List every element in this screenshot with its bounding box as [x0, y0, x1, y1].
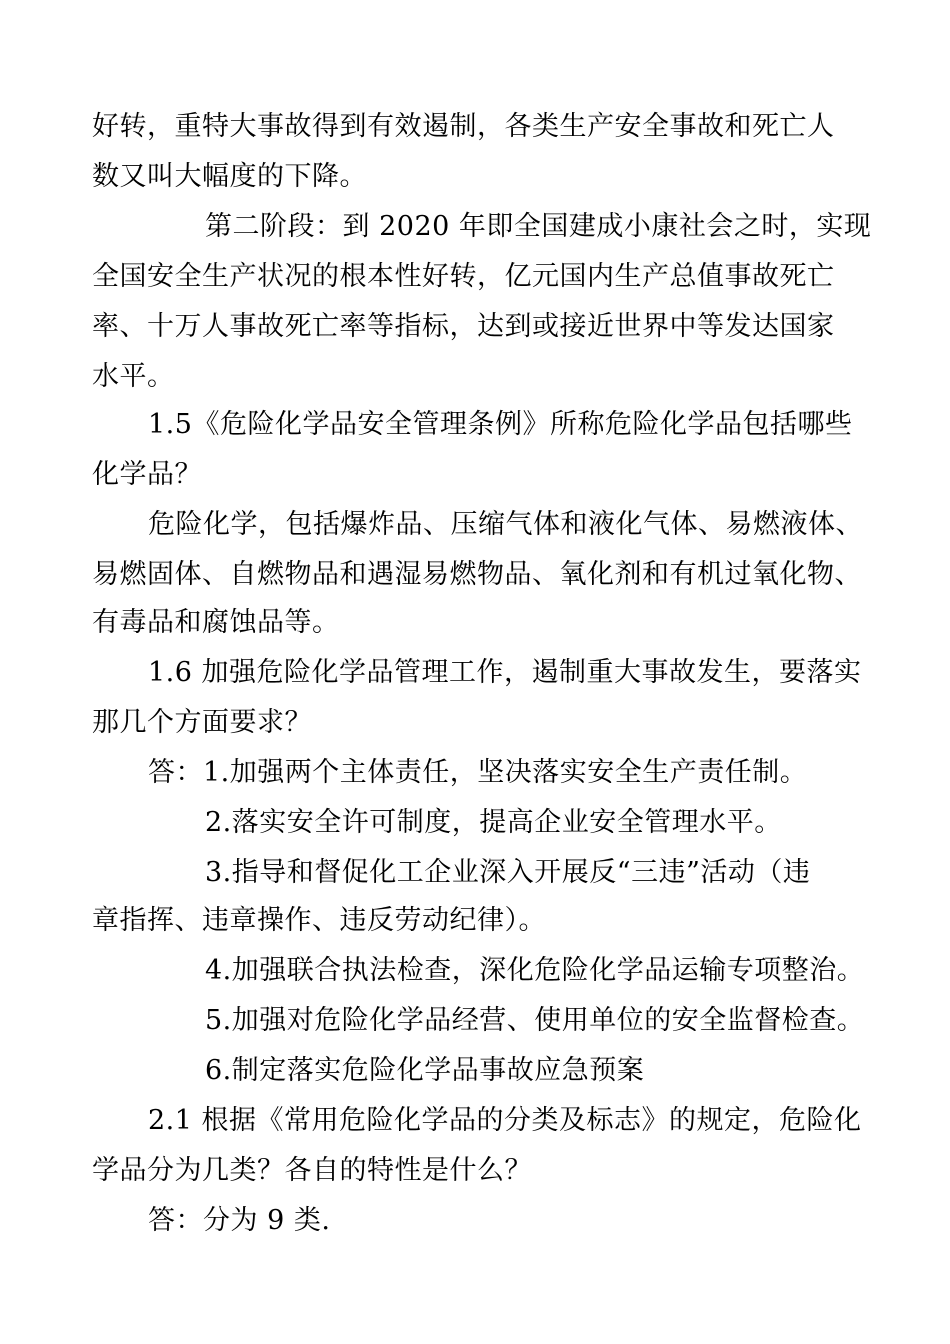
text-line: 有毒品和腐蚀品等。 — [92, 607, 340, 638]
text-line: 1.5《危险化学品安全管理条例》所称危险化学品包括哪些 — [148, 409, 853, 440]
text-line: 学品分为几类？各自的特性是什么？ — [92, 1155, 532, 1186]
text-line: 答：1.加强两个主体责任，坚决落实安全生产责任制。 — [148, 757, 808, 788]
text-line: 答：分为 9 类. — [148, 1205, 331, 1236]
text-line: 第二阶段：到 2020 年即全国建成小康社会之时，实现 — [205, 211, 872, 242]
text-line: 3.指导和督促化工企业深入开展反“三违”活动（违 — [205, 857, 811, 888]
text-line: 危险化学，包括爆炸品、压缩气体和液化气体、易燃液体、 — [148, 509, 863, 540]
text-line: 5.加强对危险化学品经营、使用单位的安全监督检查。 — [205, 1005, 865, 1036]
text-line: 1.6 加强危险化学品管理工作，遏制重大事故发生，要落实 — [148, 657, 862, 688]
text-line: 4.加强联合执法检查，深化危险化学品运输专项整治。 — [205, 955, 865, 986]
text-line: 好转，重特大事故得到有效遏制，各类生产安全事故和死亡人 — [92, 111, 835, 142]
text-line: 2.落实安全许可制度，提高企业安全管理水平。 — [205, 807, 782, 838]
text-line: 水平。 — [92, 361, 175, 392]
text-line: 章指挥、违章操作、违反劳动纪律）。 — [92, 905, 546, 936]
text-line: 那几个方面要求？ — [92, 707, 312, 738]
text-line: 全国安全生产状况的根本性好转，亿元国内生产总值事故死亡 — [92, 261, 835, 292]
text-line: 2.1 根据《常用危险化学品的分类及标志》的规定，危险化 — [148, 1105, 862, 1136]
text-line: 率、十万人事故死亡率等指标，达到或接近世界中等发达国家 — [92, 311, 835, 342]
text-line: 易燃固体、自燃物品和遇湿易燃物品、氧化剂和有机过氧化物、 — [92, 559, 862, 590]
text-line: 6.制定落实危险化学品事故应急预案 — [205, 1055, 645, 1086]
text-line: 化学品？ — [92, 459, 202, 490]
text-line: 数又叫大幅度的下降。 — [92, 161, 367, 192]
